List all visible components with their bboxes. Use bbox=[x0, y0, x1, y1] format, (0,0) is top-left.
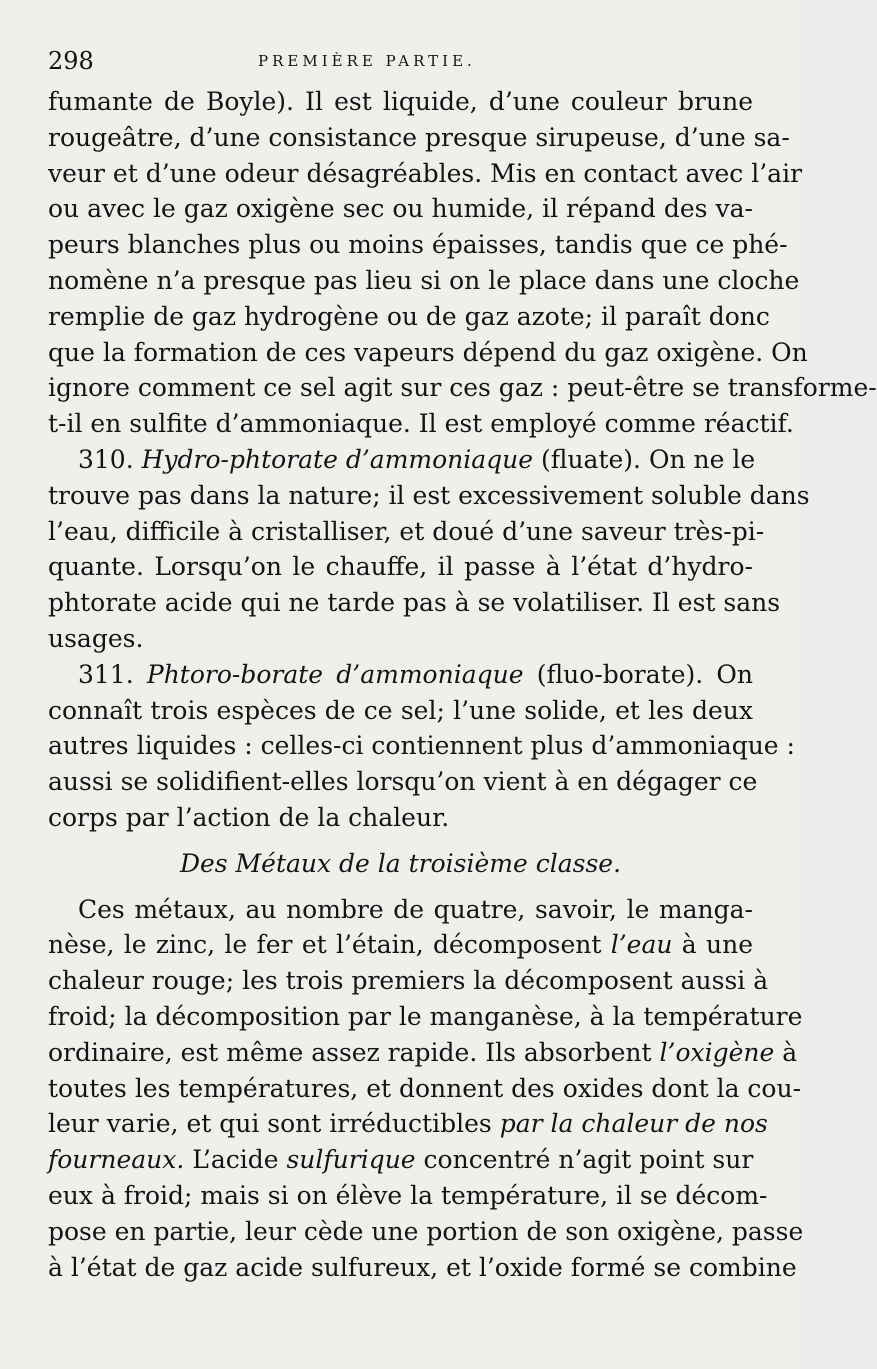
text-span: à bbox=[774, 1037, 798, 1067]
paragraph-ammonium-sulfite-end bbox=[48, 84, 877, 442]
text-span: L’acide bbox=[184, 1145, 287, 1175]
section-heading-line bbox=[48, 657, 753, 693]
page-number: 298 bbox=[48, 47, 94, 75]
section-number: 311. bbox=[78, 659, 134, 689]
spacer bbox=[48, 836, 753, 846]
emphasis: fourneaux. bbox=[48, 1145, 185, 1175]
text-line: Ces métaux, au nombre de quatre, savoir, le manga- bbox=[78, 894, 753, 924]
text-line: veur et d’une odeur désagréables. Mis en contact avec l’air bbox=[48, 158, 803, 188]
section-title: Phtoro-borate d’ammoniaque bbox=[146, 659, 524, 689]
section-title: Hydro-phtorate d’ammoniaque bbox=[141, 444, 534, 474]
text-span: ordinaire, est même assez rapide. Ils absorbent bbox=[48, 1037, 660, 1067]
running-head: PREMIÈRE PARTIE. bbox=[258, 52, 476, 70]
text-line: corps par l’action de la chaleur. bbox=[48, 802, 450, 832]
text-line bbox=[48, 1142, 753, 1178]
text-line: froid; la décomposition par le manganèse, à la température bbox=[48, 1001, 803, 1031]
text-line: phtorate acide qui ne tarde pas à se volatiliser. Il est sans bbox=[48, 588, 781, 618]
text-line: fumante de Boyle). Il est liquide, d’une couleur brune bbox=[48, 87, 753, 116]
section-311 bbox=[48, 657, 795, 836]
spacer bbox=[48, 882, 753, 892]
text-line: l’eau, difficile à cristalliser, et doué d’une saveur très-pi- bbox=[48, 516, 765, 546]
text-line: eux à froid; mais si on élève la température, il se décom- bbox=[48, 1180, 768, 1210]
text-span: nèse, le zinc, le fer et l’étain, décomposent bbox=[48, 930, 611, 960]
text-line: usages. bbox=[48, 623, 144, 653]
text-line: remplie de gaz hydrogène ou de gaz azote; il paraît donc bbox=[48, 301, 770, 331]
section-310 bbox=[48, 442, 810, 657]
text-span: à une bbox=[672, 930, 754, 960]
text-line: quante. Lorsqu’on le chauffe, il passe à l’état d’hydro- bbox=[48, 552, 753, 582]
emphasis: sulfurique bbox=[286, 1145, 416, 1175]
text-line bbox=[48, 1106, 768, 1142]
text-line: que la formation de ces vapeurs dépend du gaz oxigène. On bbox=[48, 337, 808, 367]
section-number: 310. bbox=[78, 444, 134, 474]
text-line: à l’état de gaz acide sulfureux, et l’oxide formé se combine bbox=[48, 1252, 797, 1282]
section-title-rest: (fluate). On ne le bbox=[533, 444, 756, 474]
paragraph-third-class-metals bbox=[48, 892, 804, 1286]
chapter-subheading: Des Métaux de la troisième classe. bbox=[179, 848, 622, 878]
text-line bbox=[48, 927, 753, 963]
text-line: ou avec le gaz oxigène sec ou humide, il répand des va- bbox=[48, 194, 753, 224]
emphasis: l’eau bbox=[610, 930, 673, 960]
text-line: peurs blanches plus ou moins épaisses, tandis que ce phé- bbox=[48, 230, 788, 260]
text-span: concentré n’agit point sur bbox=[415, 1145, 754, 1175]
text-line: connaît trois espèces de ce sel; l’une solide, et les deux bbox=[48, 695, 753, 725]
text-line: aussi se solidifient-elles lorsqu’on vient à en dégager ce bbox=[48, 767, 758, 797]
emphasis: l’oxigène bbox=[659, 1037, 775, 1067]
text-line: ignore comment ce sel agit sur ces gaz : peut-être se transforme- bbox=[48, 373, 877, 403]
text-span: leur varie, et qui sont irréductibles bbox=[48, 1109, 500, 1139]
text-line: pose en partie, leur cède une portion de son oxigène, passe bbox=[48, 1216, 804, 1246]
text-line: autres liquides : celles-ci contiennent plus d’ammoniaque : bbox=[48, 731, 795, 761]
text-line: trouve pas dans la nature; il est excessivement soluble dans bbox=[48, 480, 810, 510]
text-line: rougeâtre, d’une consistance presque sirupeuse, d’une sa- bbox=[48, 122, 790, 152]
text-line: chaleur rouge; les trois premiers la décomposent aussi à bbox=[48, 966, 769, 996]
page-body bbox=[48, 84, 877, 1285]
section-title-rest: (fluo-borate). On bbox=[523, 659, 753, 689]
section-heading-line bbox=[48, 442, 756, 478]
emphasis: par la chaleur de nos bbox=[499, 1109, 768, 1139]
page-header bbox=[48, 48, 753, 74]
text-line: t-il en sulfite d’ammoniaque. Il est employé comme réactif. bbox=[48, 409, 794, 439]
text-line: toutes les températures, et donnent des oxides dont la cou- bbox=[48, 1073, 802, 1103]
text-line: nomène n’a presque pas lieu si on le place dans une cloche bbox=[48, 265, 800, 295]
text-line bbox=[48, 1035, 798, 1071]
